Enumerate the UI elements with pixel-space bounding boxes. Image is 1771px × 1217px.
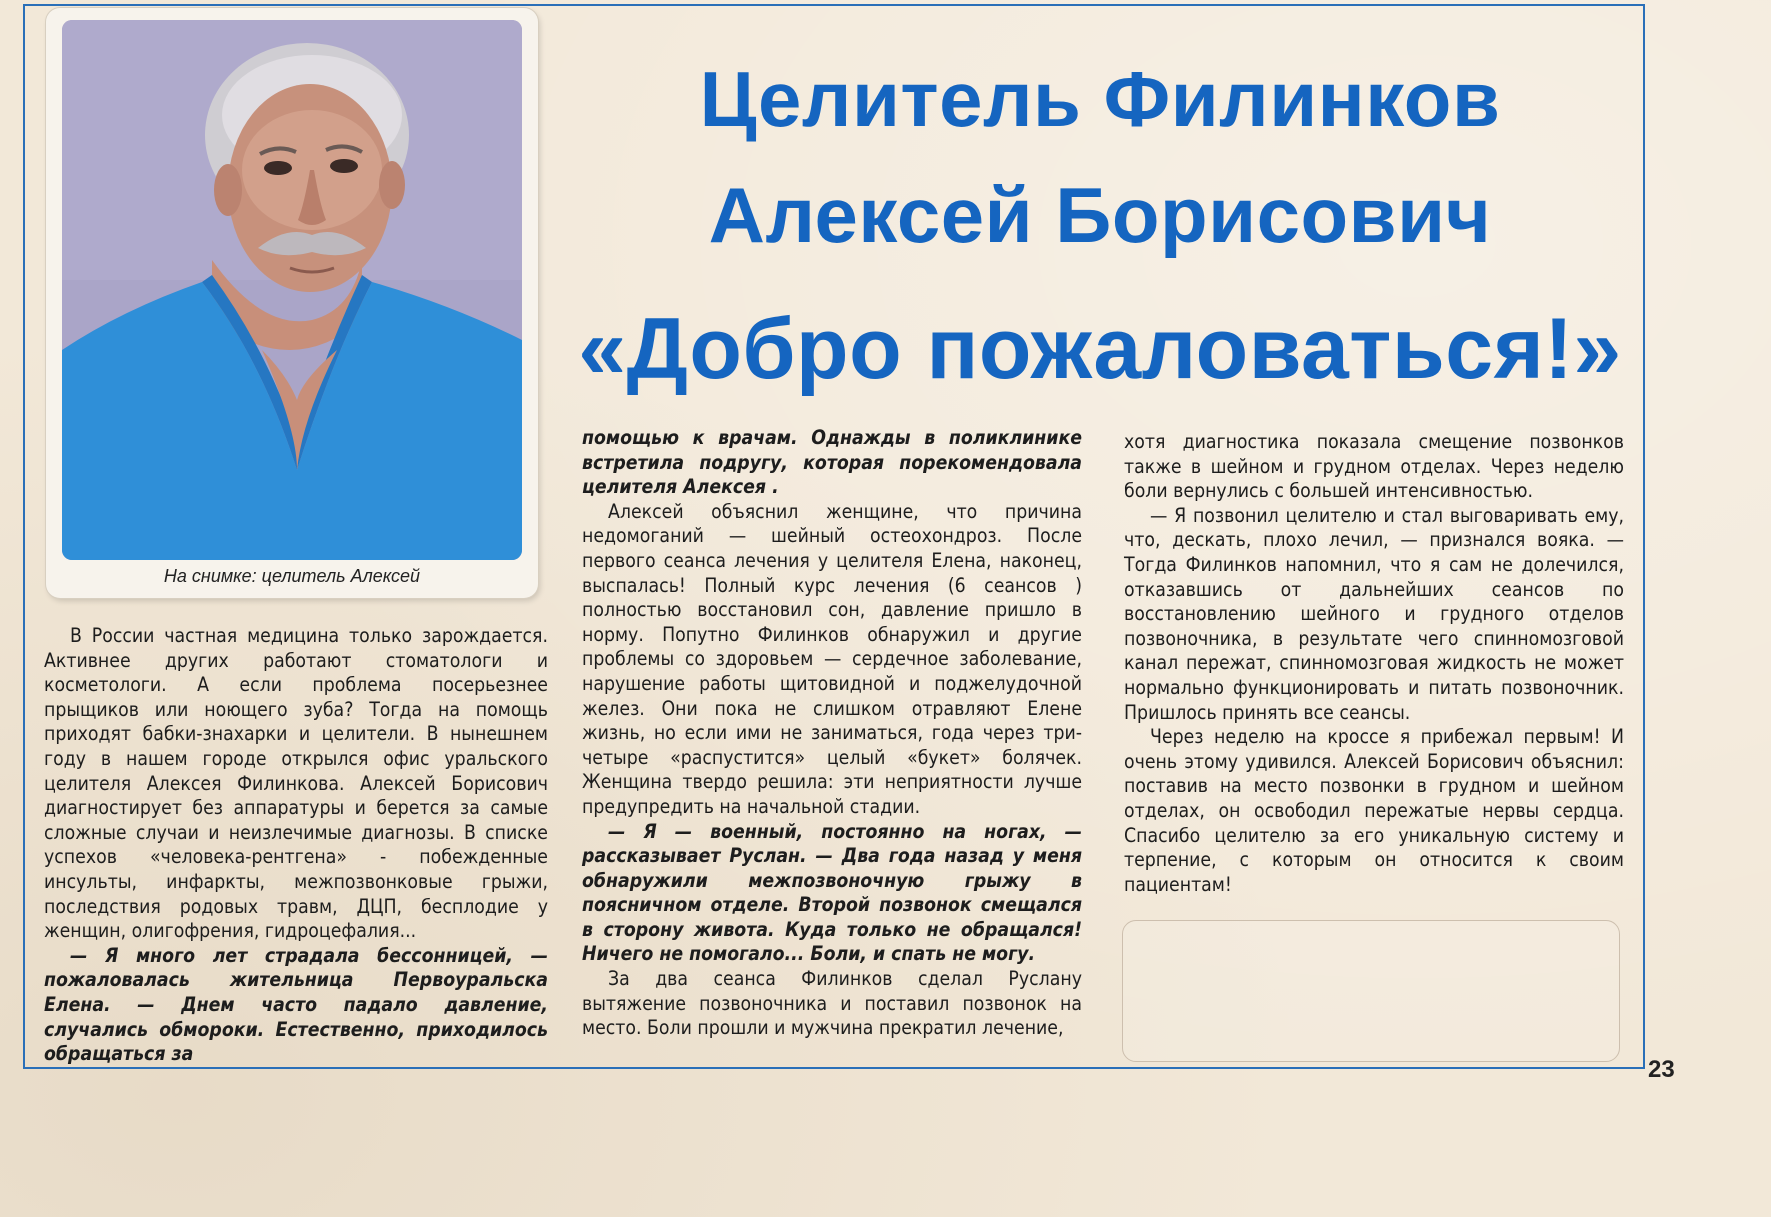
article-column-1: [44, 624, 548, 1067]
quote-paragraph: — Я много лет страдала бессонницей, — пожаловалась жительница Первоуральска Елена. — Днем часто падало давление, случались обмороки. Естественно, приходилось обращаться за: [44, 943, 548, 1066]
headline-line-2: Алексей Борисович: [708, 171, 1492, 259]
photo-card: [46, 8, 538, 598]
article-column-2: [582, 426, 1082, 1041]
portrait-illustration: [62, 20, 522, 560]
page-number: 23: [1648, 1056, 1675, 1083]
portrait-photo: [62, 20, 522, 560]
contact-box: [1122, 920, 1620, 1062]
paragraph: — Я позвонил целителю и стал выговаривать ему, что, дескать, плохо лечил, — признался вояка. — Тогда Филинков напомнил, что я сам не долечился, отказавшись от дальнейших сеансов по восстановлению шейного и грудного отделов позвоночника, в результате чего спинномозговой канал пережат, спинномозговая жидкость не может нормально функционировать и питать позвоночник. Пришлось принять все сеансы.: [1124, 503, 1624, 724]
headline-quote: «Добро пожаловаться!»: [578, 301, 1622, 397]
headline-line-1: Целитель Филинков: [699, 55, 1501, 143]
photo-caption: На снимке: целитель Алексей: [163, 566, 421, 586]
paragraph: В России частная медицина только зарождается. Активнее других работают стоматологи и косметологи. А если проблема посерьезнее прыщиков или ноющего зуба? Тогда на помощь приходят бабки-знахарки и целители. В нынешнем году в нашем городе открылся офис уральского целителя Алексея Филинкова. Алексей Борисович диагностирует без аппаратуры и берется за самые сложные случаи и неизлечимые диагнозы. В списке успехов «человека-рентгена» - побежденные инсульты, инфаркты, межпозвонковые грыжи, последствия родовых травм, ДЦП, бесплодие у женщин, олигофрения, гидроцефалия...: [44, 624, 548, 943]
paragraph: За два сеанса Филинков сделал Руслану вытяжение позвоночника и поставил позвонок на место. Боли прошли и мужчина прекратил лечение,: [582, 967, 1082, 1040]
quote-paragraph: помощью к врачам. Однажды в поликлинике встретила подругу, которая порекомендовала целителя Алексея .: [582, 426, 1082, 499]
paragraph: Через неделю на кроссе я прибежал первым! И очень этому удивился. Алексей Борисович объяснил: поставив на место позвонки в грудном и шейном отделах, он освободил пережатые нервы сердца. Спасибо целителю за его уникальную систему и терпение, с которым он относится к своим пациентам!: [1124, 725, 1624, 896]
paragraph: хотя диагностика показала смещение позвонков также в шейном и грудном отделах. Через неделю боли вернулись с большей интенсивностью.: [1124, 430, 1624, 503]
article-column-3: [1124, 430, 1624, 897]
quote-paragraph: — Я — военный, постоянно на ногах, — рассказывает Руслан. — Два года назад у меня обнаружили межпозвоночную грыжу в поясничном отделе. Второй позвонок смещался в сторону живота. Куда только не обращался! Ничего не помогало... Боли, и спать не могу.: [582, 819, 1082, 966]
paragraph: Алексей объяснил женщине, что причина недомоганий — шейный остеохондроз. После первого сеанса лечения у целителя Елена, наконец, выспалась! Полный курс лечения (6 сеансов ) полностью восстановил сон, давление пришло в норму. Попутно Филинков обнаружил и другие проблемы со здоровьем — сердечное заболевание, нарушение работы щитовидной и поджелудочной желез. Они пока не слишком отравляют Елене жизнь, но если ими не заниматься, года через три-четыре «распустится» целый «букет» болячек. Женщина твердо решила: эти неприятности лучше предупредить на начальной стадии.: [582, 499, 1082, 818]
